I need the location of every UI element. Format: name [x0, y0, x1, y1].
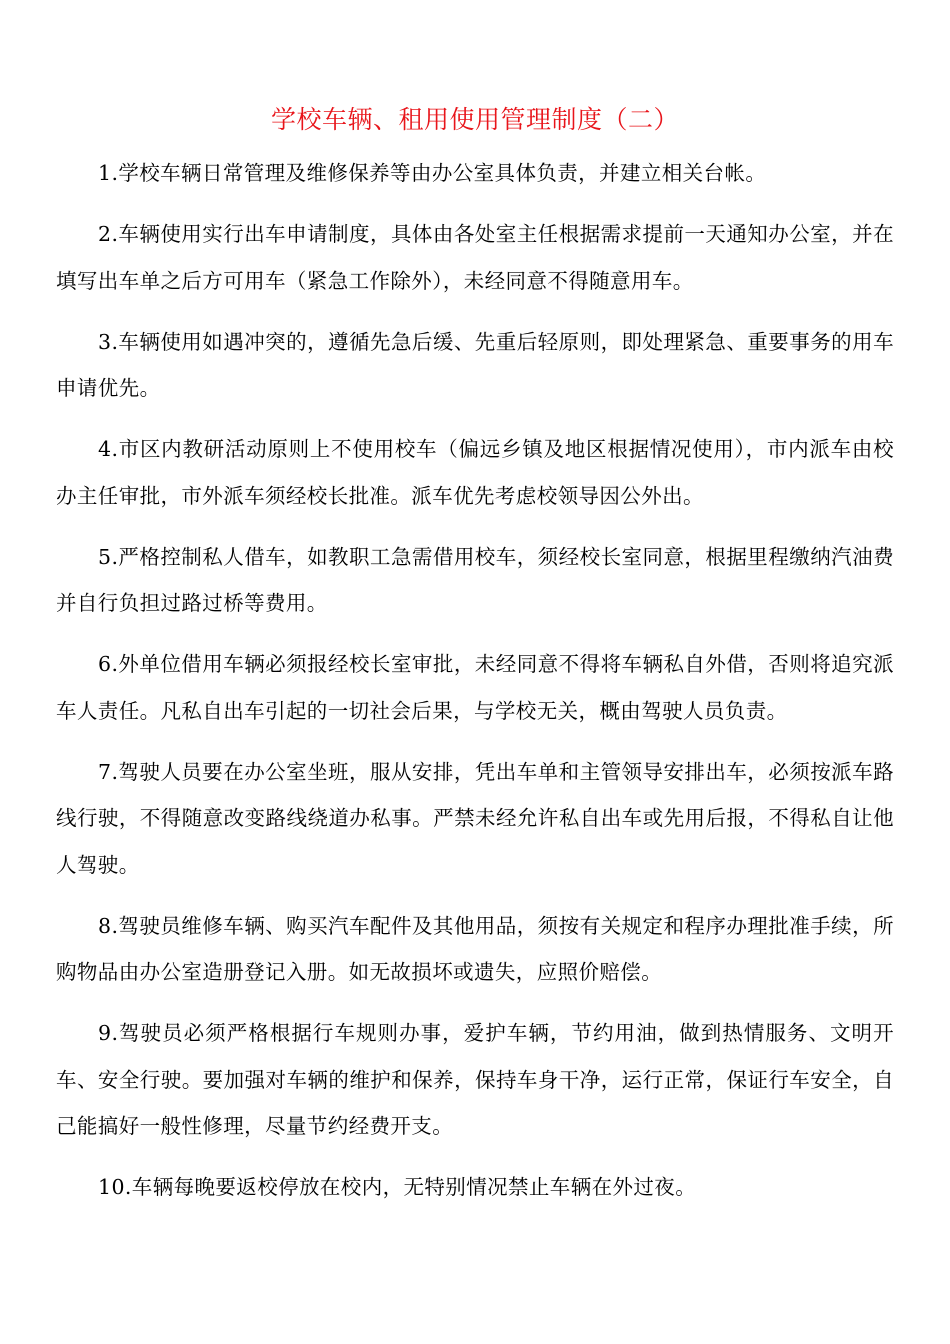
paragraph-1: 1.学校车辆日常管理及维修保养等由办公室具体负责，并建立相关台帐。	[98, 161, 767, 185]
paragraph-7: 7.驾驶人员要在办公室坐班，服从安排，凭出车单和主管领导安排出车，必须按派车路线行驶，不得随意改变路线绕道办私事。严禁未经允许私自出车或先用后报，不得私自让他人驾驶。	[56, 759, 894, 877]
paragraph-5: 5.严格控制私人借车，如教职工急需借用校车，须经校长室同意，根据里程缴纳汽油费并自行负担过路过桥等费用。	[56, 544, 894, 615]
paragraph-2: 2.车辆使用实行出车申请制度，具体由各处室主任根据需求提前一天通知办公室，并在填写出车单之后方可用车（紧急工作除外），未经同意不得随意用车。	[56, 222, 894, 293]
paragraph-4: 4.市区内教研活动原则上不使用校车（偏远乡镇及地区根据情况使用），市内派车由校办主任审批，市外派车须经校长批准。派车优先考虑校领导因公外出。	[56, 437, 894, 508]
paragraph-3: 3.车辆使用如遇冲突的，遵循先急后缓、先重后轻原则，即处理紧急、重要事务的用车申请优先。	[56, 329, 894, 400]
document-body	[56, 150, 894, 1225]
paragraph-8: 8.驾驶员维修车辆、购买汽车配件及其他用品，须按有关规定和程序办理批准手续，所购物品由办公室造册登记入册。如无故损坏或遗失，应照价赔偿。	[56, 913, 894, 984]
paragraph-10: 10.车辆每晚要返校停放在校内，无特别情况禁止车辆在外过夜。	[98, 1175, 697, 1199]
paragraph-9: 9.驾驶员必须严格根据行车规则办事，爱护车辆，节约用油，做到热情服务、文明开车、安全行驶。要加强对车辆的维护和保养，保持车身干净，运行正常，保证行车安全，自己能搞好一般性修理，尽量节约经费开支。	[56, 1021, 894, 1138]
paragraph-6: 6.外单位借用车辆必须报经校长室审批，未经同意不得将车辆私自外借，否则将追究派车人责任。凡私自出车引起的一切社会后果，与学校无关，概由驾驶人员负责。	[56, 652, 894, 723]
document-title: 学校车辆、租用使用管理制度（二）	[270, 105, 679, 134]
